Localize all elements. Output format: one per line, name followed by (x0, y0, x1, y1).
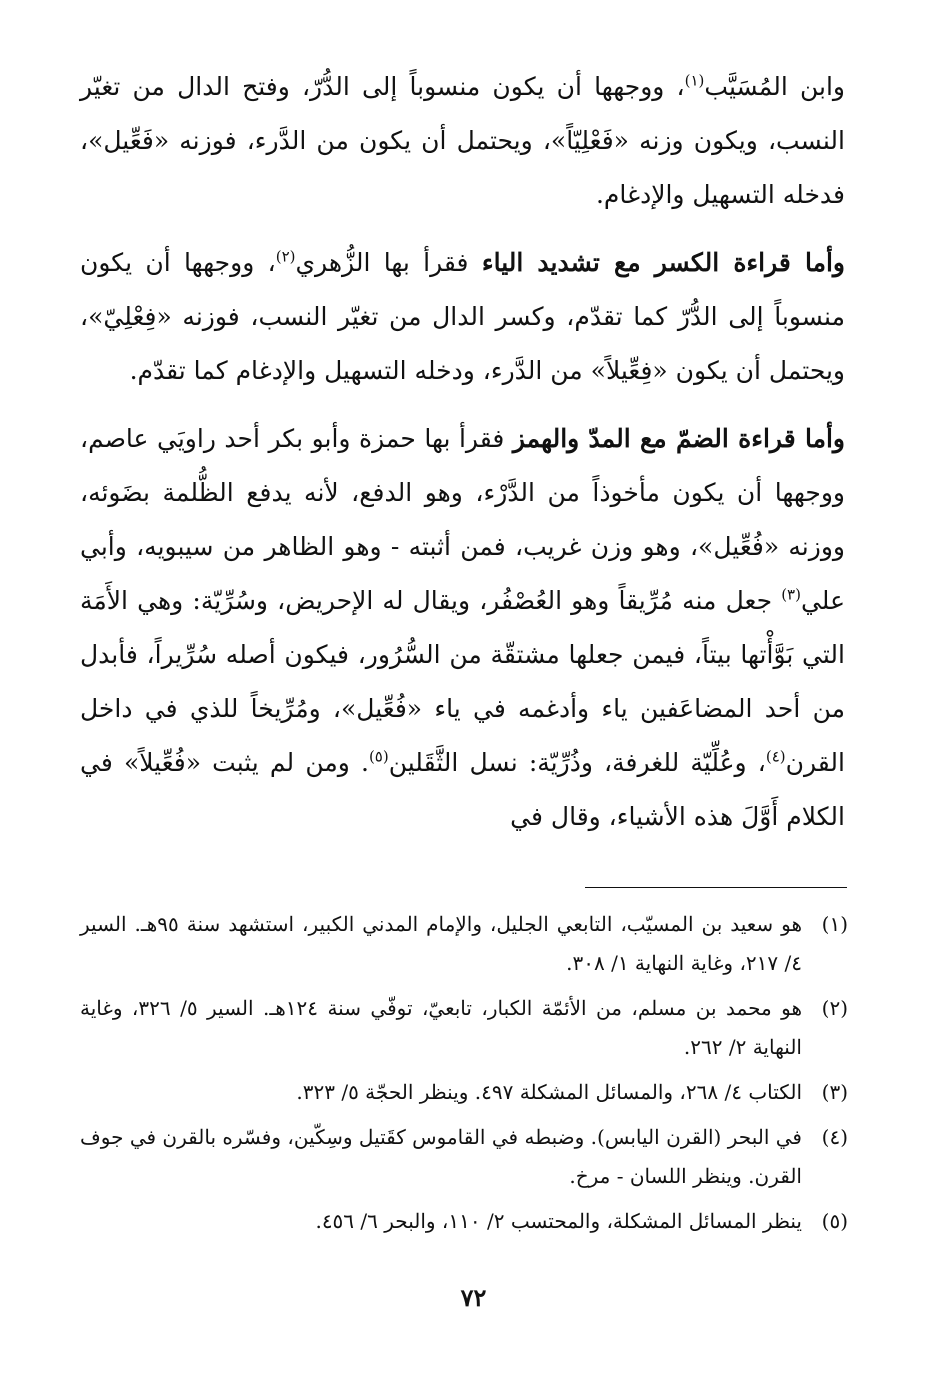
paragraph-1-text-a: وابن المُسَيَّب (704, 72, 845, 101)
footnote-3 (80, 1073, 848, 1112)
footnote-5 (80, 1202, 848, 1241)
footnote-ref-1[interactable]: (١) (684, 71, 705, 90)
footnote-1-text: هو سعيد بن المسيّب، التابعي الجليل، والإمام المدني الكبير، استشهد سنة ٩٥هـ. السير ٤/ ٢١٧، وغاية النهاية ١/ ٣٠٨. (80, 912, 802, 975)
paragraph-3 (80, 412, 845, 844)
footnote-ref-4[interactable]: (٤) (765, 747, 786, 766)
footnote-2-number: (٢) (821, 996, 848, 1020)
footnotes (80, 905, 848, 1247)
paragraph-3-text-a: فقرأ بها حمزة وأبو بكر أحد راويَي عاصم، ووجهها أن يكون مأخوذاً من الدَّرْء، وهو الدفع، لأنه يدفع الظُّلمة بضَوئه، ووزنه «فُعِّيل»، وهو وزن غريب، فمن أثبته - وهو الظاهر من سيبويه، وأبي علي (80, 424, 845, 615)
footnote-separator (585, 887, 847, 888)
footnote-2-text: هو محمد بن مسلم، من الأئمّة الكبار، تابعيّ، توفّي سنة ١٢٤هـ. السير ٥/ ٣٢٦، وغاية النهاية ٢/ ٢٦٢. (80, 996, 803, 1059)
footnote-4-number: (٤) (821, 1125, 848, 1149)
footnote-ref-2[interactable]: (٢) (275, 247, 296, 266)
page-number: ٧٢ (460, 1283, 487, 1312)
paragraph-1 (80, 60, 845, 222)
footnote-3-number: (٣) (821, 1080, 848, 1104)
paragraph-1-text-b: ، ووجهها أن يكون منسوباً إلى الدُّرّ، وفتح الدال من تغيّر النسب، ويكون وزنه «فَعْلِيّاً»، ويحتمل أن يكون من الدَّرء، فوزنه «فَعِّيل»، فدخله التسهيل والإدغام. (80, 72, 845, 209)
footnote-2 (80, 989, 848, 1067)
footnote-4 (80, 1118, 848, 1196)
footnote-4-text: في البحر (القرن اليابس). وضبطه في القاموس كقَتيل وسِكّين، وفسّره بالقرن في جوف القرن. وينظر اللسان - مرخ. (80, 1125, 802, 1188)
main-text (80, 60, 845, 858)
footnote-ref-5[interactable]: (٥) (368, 747, 389, 766)
footnote-ref-3[interactable]: (٣) (781, 585, 801, 604)
footnote-1-number: (١) (821, 912, 848, 936)
footnote-1 (80, 905, 848, 983)
paragraph-2-text-a: فقرأ بها الزُّهري (295, 248, 482, 277)
paragraph-3-text-c: ، وعُلِّيّة للغرفة، وذُرِّيّة: نسل الثَّقَلين (388, 748, 766, 777)
footnote-5-text: ينظر المسائل المشكلة، والمحتسب ٢/ ١١٠، والبحر ٦/ ٤٥٦. (315, 1209, 802, 1233)
paragraph-2-lead: وأما قراءة الكسر مع تشديد الياء (481, 248, 845, 277)
paragraph-3-lead: وأما قراءة الضمّ مع المدّ والهمز (512, 424, 845, 453)
footnote-3-text: الكتاب ٤/ ٢٦٨، والمسائل المشكلة ٤٩٧. وينظر الحجّة ٥/ ٣٢٣. (296, 1080, 802, 1104)
paragraph-3-text-b: جعل منه مُرِّيقاً وهو العُصْفُر، ويقال له الإحريض، وسُرِّيّة: وهي الأَمَة التي بَوَّأْتها بيتاً، فيمن جعلها مشتقّة من السُّرُور، فيكون أصله سُرِّيراً، فأبدل من أحد المضاعَفين ياء وأدغمه في ياء «فُعِّيل»، ومُرِّيخاً للذي في داخل القرن (80, 586, 845, 777)
paragraph-2-text-b: ، ووجهها أن يكون منسوباً إلى الدُّرّ كما تقدّم، وكسر الدال من تغيّر النسب، فوزنه «فِعْلِيّ»، ويحتمل أن يكون «فِعِّيلاً» من الدَّرء، ودخله التسهيل والإدغام كما تقدّم. (80, 248, 845, 385)
paragraph-3-text-d: . ومن لم يثبت «فُعِّيلاً» في الكلام أَوَّلَ هذه الأشياء، وقال في (80, 748, 845, 831)
paragraph-2 (80, 236, 845, 398)
footnote-5-number: (٥) (821, 1209, 848, 1233)
